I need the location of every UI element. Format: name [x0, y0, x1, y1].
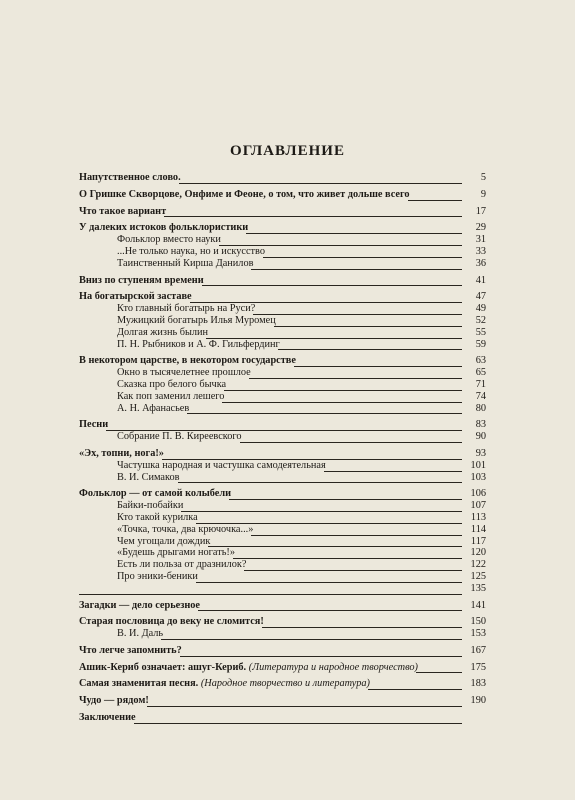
toc-entry-page: 101 [470, 459, 486, 471]
toc-entry-page: 175 [470, 661, 486, 673]
toc-entry-page: 125 [470, 570, 486, 582]
toc-entry-title [79, 222, 248, 234]
toc-entry-text: Что такое вариант [79, 205, 167, 217]
toc-entry-title [79, 662, 418, 674]
toc-entry [79, 460, 486, 472]
toc-entry-page: 141 [470, 599, 486, 611]
toc-entry-page: 114 [470, 523, 486, 535]
toc-entry-title [117, 536, 210, 548]
toc-entry-title [117, 391, 224, 403]
toc-entry-title [117, 628, 163, 640]
toc-entry [79, 291, 486, 303]
toc-entry-title [79, 712, 136, 724]
toc-entry [79, 448, 486, 460]
toc-entry [79, 206, 486, 218]
toc-entry-title [79, 600, 200, 612]
toc-entry [79, 488, 486, 500]
toc-entry-page: 74 [475, 390, 486, 402]
toc-entry-page: 107 [470, 500, 486, 512]
toc-leader-rule [198, 610, 462, 611]
toc-entry-text: Напутственное слово. [79, 172, 181, 183]
toc-entry [79, 524, 486, 536]
toc-entry-page: 83 [475, 419, 486, 431]
toc-entry-page: 122 [470, 559, 486, 571]
toc-entry-title [117, 460, 326, 472]
toc-entry-page: 153 [470, 628, 486, 640]
toc-entry-page: 190 [470, 695, 486, 707]
toc-entry-title [79, 355, 296, 367]
toc-entry-title [79, 448, 164, 460]
toc-entry-page: 47 [475, 291, 486, 303]
toc-entry-text: Загадки — дело серьезное [79, 599, 201, 611]
toc-entry-title [117, 234, 221, 246]
toc-entry-title [117, 403, 189, 415]
toc-entry-page: 103 [470, 471, 486, 483]
toc-leader-rule [240, 442, 462, 443]
toc-leader-rule [164, 216, 462, 217]
toc-entry [79, 536, 486, 548]
toc-entry-text: Есть ли польза от дразнилок? [117, 559, 247, 571]
toc-entry-page: 93 [475, 447, 486, 459]
toc-entry-text: В. И. Симаков [117, 471, 180, 483]
toc-entry-page: 135 [470, 582, 486, 594]
toc-entry-title [117, 500, 183, 512]
toc-entry [79, 419, 486, 431]
toc-leader-rule [134, 723, 462, 724]
toc-entry [79, 339, 486, 351]
toc-entry-page: 120 [470, 547, 486, 559]
toc-entry [79, 355, 486, 367]
toc-entry-text: Таинственный Кирша Данилов [117, 257, 254, 269]
toc-entry [79, 189, 486, 201]
toc-entry-text: Как поп заменил лешего [117, 390, 225, 402]
toc-entry-page: 36 [475, 257, 486, 269]
toc-entry-text: Вниз по ступеням времени [79, 274, 204, 286]
toc-entry-page: 90 [475, 431, 486, 443]
toc-entry-page: 167 [470, 644, 486, 656]
toc-entry-text: Про эники-беники [117, 570, 198, 582]
toc-entry-text: Старая пословица до веку не сломится! [79, 616, 264, 628]
toc-entry [79, 172, 486, 184]
toc-entry-text: В. И. Даль [117, 628, 164, 640]
toc-entry [79, 645, 486, 657]
toc-entry-title [117, 327, 208, 339]
toc-entry [79, 246, 486, 258]
toc-entry [79, 379, 486, 391]
toc-entry [79, 431, 486, 443]
toc-entry-title [117, 547, 235, 559]
toc-entry-page: 55 [475, 326, 486, 338]
toc-entry-note: (Народное творчество и литература) [200, 678, 370, 690]
toc-entry-title [117, 303, 255, 315]
toc-entry-page: 59 [475, 338, 486, 350]
toc-entry-page: 29 [475, 222, 486, 234]
toc-entry-title [117, 512, 198, 524]
toc-entry-text: Чем угощали дождик [117, 535, 211, 547]
toc-entry-title [117, 315, 276, 327]
toc-entry-title [117, 559, 246, 571]
toc-entry [79, 303, 486, 315]
toc-entry-title [79, 291, 192, 303]
toc-leader-rule [416, 672, 462, 673]
toc-entry-title [79, 616, 264, 628]
toc-entry [79, 583, 486, 595]
toc-entry [79, 258, 486, 270]
toc-entry-title [117, 431, 242, 443]
toc-entry-text: «Точка, точка, два крючочка...» [117, 523, 254, 535]
toc-entry [79, 616, 486, 628]
toc-entry-title [117, 524, 253, 536]
toc-entry [79, 391, 486, 403]
toc-entry-title [79, 645, 182, 657]
toc-entry [79, 512, 486, 524]
toc-leader-rule [79, 594, 462, 595]
toc-entry-page: 63 [475, 355, 486, 367]
toc-entry [79, 327, 486, 339]
toc-leader-rule [251, 269, 462, 270]
toc-entry [79, 222, 486, 234]
toc-entry-text: Чудо — рядом! [79, 695, 149, 707]
toc-entry [79, 678, 486, 690]
toc-entry-text: У далеких истоков фольклористики [79, 222, 249, 234]
toc-entry-text: Что легче запомнить? [79, 644, 182, 656]
toc-leader-rule [278, 349, 462, 350]
toc-entry-text: Фольклор — от самой колыбели [79, 488, 232, 500]
toc-entry-text: Заключение [79, 712, 136, 724]
toc-entry-title [117, 339, 280, 351]
toc-entry [79, 628, 486, 640]
toc-entry-text: Фольклор вместо науки [117, 234, 221, 246]
toc-entry-page: 5 [480, 172, 486, 183]
toc-entry-text: Собрание П. В. Киреевского [117, 431, 242, 443]
toc-entry-title [79, 419, 108, 431]
page-title: ОГЛАВЛЕНИЕ [230, 143, 345, 159]
toc-entry-page: 106 [470, 488, 486, 500]
toc-entry [79, 500, 486, 512]
toc-entry-text: О Гришке Скворцове, Онфиме и Феоне, о том, что живет дольше всего [79, 188, 410, 200]
toc-leader-rule [368, 689, 462, 690]
toc-entry [79, 571, 486, 583]
toc-entry-title [117, 571, 198, 583]
toc-entry [79, 315, 486, 327]
toc-entry-title [79, 172, 181, 184]
toc-entry [79, 367, 486, 379]
toc-entry-page: 31 [475, 234, 486, 246]
toc-entry [79, 275, 486, 287]
toc-leader-rule [180, 656, 462, 657]
toc-entry-page: 71 [475, 378, 486, 390]
toc-entry-page: 80 [475, 402, 486, 414]
toc-entry [79, 695, 486, 707]
toc-entry-page: 113 [470, 511, 486, 523]
toc-leader-rule [408, 200, 462, 201]
toc-entry-title [79, 488, 231, 500]
toc-entry-text: П. Н. Рыбников и А. Ф. Гильфердинг [117, 338, 280, 350]
toc-entry-title [117, 258, 253, 270]
toc-entry-text: Ашик-Кериб означает: ашуг-Кериб. [79, 661, 247, 673]
toc-entry [79, 712, 486, 724]
toc-entry-page: 150 [470, 616, 486, 628]
toc-entry-text: Окно в тысячелетнее прошлое [117, 367, 251, 379]
toc-entry-page: 9 [480, 188, 486, 200]
toc-entry-text: Песни [79, 419, 109, 431]
toc-leader-rule [178, 482, 463, 483]
toc-entry-page: 65 [475, 367, 486, 379]
toc-entry [79, 472, 486, 484]
toc-entry-text: В некотором царстве, в некотором государстве [79, 355, 296, 367]
toc-entry-text: «Будешь дрыгами ногать!» [117, 547, 235, 559]
toc-entry-text: Байки-побайки [117, 500, 184, 512]
toc-entry-page: 117 [470, 535, 486, 547]
toc-entry-text: А. Н. Афанасьев [117, 402, 190, 414]
toc-entry-title [117, 472, 180, 484]
toc-entry-title [79, 678, 370, 690]
toc-entry-text: Кто главный богатырь на Руси? [117, 303, 256, 315]
toc-entry-text: ...Не только наука, но и искусство [117, 245, 265, 257]
toc-leader-rule [187, 413, 462, 414]
toc-entry-title [117, 379, 226, 391]
toc-entry [79, 662, 486, 674]
toc-entry-text: Самая знаменитая песня. [79, 678, 199, 690]
toc-entry [79, 547, 486, 559]
toc-entry-title [79, 206, 166, 218]
toc-entry-text: На богатырской заставе [79, 291, 192, 303]
toc-entry-page: 33 [475, 245, 486, 257]
toc-entry-text: Долгая жизнь былин [117, 326, 209, 338]
toc-entry-text: «Эх, топни, нога!» [79, 447, 164, 459]
toc-entry [79, 234, 486, 246]
toc-entry-page: 49 [475, 303, 486, 315]
toc-entry [79, 403, 486, 415]
toc-entry-page: 183 [470, 678, 486, 690]
toc-leader-rule [179, 183, 462, 184]
toc-entry [79, 600, 486, 612]
toc-entry-text: Сказка про белого бычка [117, 378, 227, 390]
toc-entry-page: 52 [475, 314, 486, 326]
toc-entry-title [117, 367, 251, 379]
toc-entry-note: (Литература и народное творчество) [248, 661, 418, 673]
toc-entry-text: Частушка народная и частушка самодеятельная [117, 459, 326, 471]
toc-entry-text: Мужицкий богатырь Илья Муромец [117, 314, 276, 326]
toc-entry-title [79, 275, 204, 287]
toc-entry-page: 41 [475, 274, 486, 286]
table-of-contents [79, 172, 486, 724]
toc-entry-text: Кто такой курилка [117, 511, 198, 523]
toc-entry-title [117, 246, 265, 258]
toc-leader-rule [161, 639, 462, 640]
toc-entry-page: 17 [475, 205, 486, 217]
toc-entry [79, 559, 486, 571]
toc-leader-rule [147, 706, 462, 707]
toc-leader-rule [202, 285, 462, 286]
toc-entry-title [79, 189, 410, 201]
toc-entry-title [79, 695, 149, 707]
